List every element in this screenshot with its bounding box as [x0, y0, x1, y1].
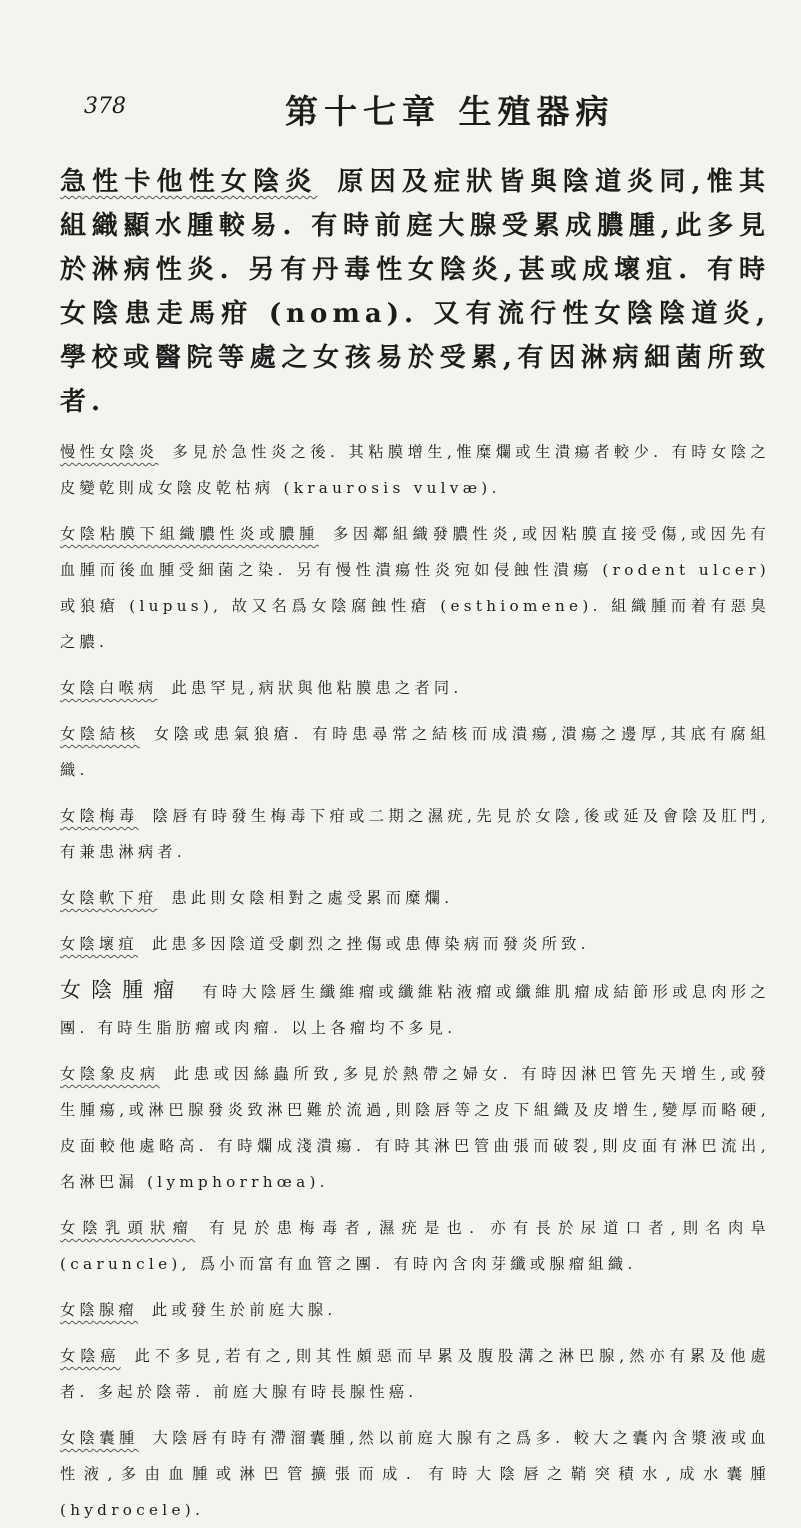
paragraph-text: 此患或因絲蟲所致,多見於熱帶之婦女. 有時因淋巴管先天增生,或發生腫瘍,或淋巴腺發炎致淋巴難於流過,則陰唇等之皮下組織及皮增生,變厚而略硬,皮面較他處略高. 有時爛成淺潰瘍. 有時其淋巴管曲張而破裂,則皮面有淋巴流出,名淋巴漏 (lymphorrhœa).: [60, 1065, 770, 1191]
paragraph-text: 此不多見,若有之,則其性頗惡而早累及腹股溝之淋巴腺,然亦有累及他處者. 多起於陰蒂. 前庭大腺有時長腺性癌.: [60, 1347, 770, 1401]
paragraph-vulvar-gangrene: [60, 926, 770, 962]
page-header: [0, 86, 801, 136]
section-term: 急性卡他性女陰炎: [60, 167, 318, 197]
paragraph-text: 大陰唇有時有滯溜囊腫,然以前庭大腺有之爲多. 較大之囊內含漿液或血性液,多由血腫或淋巴管擴張而成. 有時大陰唇之鞘突積水,成水囊腫 (hydrocele).: [60, 1429, 770, 1519]
chapter-title: 第十七章 生殖器病: [285, 92, 615, 131]
section-term: 女陰白喉病: [60, 679, 158, 697]
paragraph-text: 陰唇有時發生梅毒下疳或二期之濕疣,先見於女陰,後或延及會陰及肛門,有兼患淋病者.: [60, 807, 770, 861]
paragraph-acute-catarrhal-vulvitis: [60, 160, 770, 424]
section-term: 女陰癌: [60, 1347, 121, 1365]
paragraph-text: 患此則女陰相對之處受累而糜爛.: [171, 889, 454, 907]
section-term: 女陰象皮病: [60, 1065, 160, 1083]
section-term: 女陰壞疽: [60, 935, 138, 953]
paragraph-text: 有見於患梅毒者,濕疣是也. 亦有長於尿道口者,則名肉阜 (caruncle), 爲小而富有血管之團. 有時內含肉芽纖或腺瘤組織.: [60, 1219, 770, 1273]
paragraph-text: 有時大陰唇生纖維瘤或纖維粘液瘤或纖維肌瘤成結節形或息肉形之團. 有時生脂肪瘤或肉瘤. 以上各瘤均不多見.: [60, 983, 770, 1037]
paragraph-vulvar-papilloma: [60, 1210, 770, 1282]
paragraph-text: 多因鄰組織發膿性炎,或因粘膜直接受傷,或因先有血腫而後血腫受細菌之染. 另有慢性潰瘍性炎宛如侵蝕性潰瘍 (rodent ulcer) 或狼瘡 (lupus), 故又名爲女陰腐蝕性瘡 (esthiomene). 組織腫而着有惡臭之膿.: [60, 525, 770, 651]
paragraph-vulvar-adenoma: [60, 1292, 770, 1328]
section-term: 女陰乳頭狀瘤: [60, 1219, 196, 1237]
paragraph-chronic-vulvitis: [60, 434, 770, 506]
section-term: 女陰粘膜下組織膿性炎或膿腫: [60, 525, 319, 543]
paragraph-text: 此患罕見,病狀與他粘膜患之者同.: [171, 679, 463, 697]
section-term: 女陰囊腫: [60, 1429, 139, 1447]
paragraph-vulvar-diphtheria: [60, 670, 770, 706]
paragraph-vulvar-chancroid: [60, 880, 770, 916]
page-body: [60, 160, 770, 1528]
paragraph-vulvar-carcinoma: [60, 1338, 770, 1410]
page-number: 378: [84, 94, 126, 119]
paragraph-vulvar-tumors: [60, 972, 770, 1046]
section-term: 女陰腺瘤: [60, 1301, 138, 1319]
paragraph-text: 此患多因陰道受劇烈之挫傷或患傳染病而發炎所致.: [151, 935, 590, 953]
paragraph-text: 原因及症狀皆與陰道炎同,惟其組織顯水腫較易. 有時前庭大腺受累成膿腫,此多見於淋病性炎. 另有丹毒性女陰炎,甚或成壞疽. 有時女陰患走馬疳 (noma). 又有流行性女陰陰道炎,學校或醫院等處之女孩易於受累,有因淋病細菌所致者.: [60, 167, 770, 417]
section-term: 慢性女陰炎: [60, 443, 159, 461]
paragraph-text: 多見於急性炎之後. 其粘膜增生,惟糜爛或生潰瘍者較少. 有時女陰之皮變乾則成女陰皮乾枯病 (kraurosis vulvæ).: [60, 443, 770, 497]
paragraph-vulvar-cysts: [60, 1420, 770, 1528]
paragraph-vulvar-elephantiasis: [60, 1056, 770, 1200]
section-term: 女陰結核: [60, 725, 140, 743]
section-term: 女陰軟下疳: [60, 889, 158, 907]
paragraph-text: 女陰或患氣狼瘡. 有時患尋常之結核而成潰瘍,潰瘍之邊厚,其底有腐組織.: [60, 725, 770, 779]
paragraph-vulvar-tuberculosis: [60, 716, 770, 788]
section-term: 女陰梅毒: [60, 807, 139, 825]
section-term: 女陰腫瘤: [60, 978, 185, 1002]
paragraph-vulvar-abscess: [60, 516, 770, 660]
paragraph-vulvar-syphilis: [60, 798, 770, 870]
paragraph-text: 此或發生於前庭大腺.: [151, 1301, 337, 1319]
